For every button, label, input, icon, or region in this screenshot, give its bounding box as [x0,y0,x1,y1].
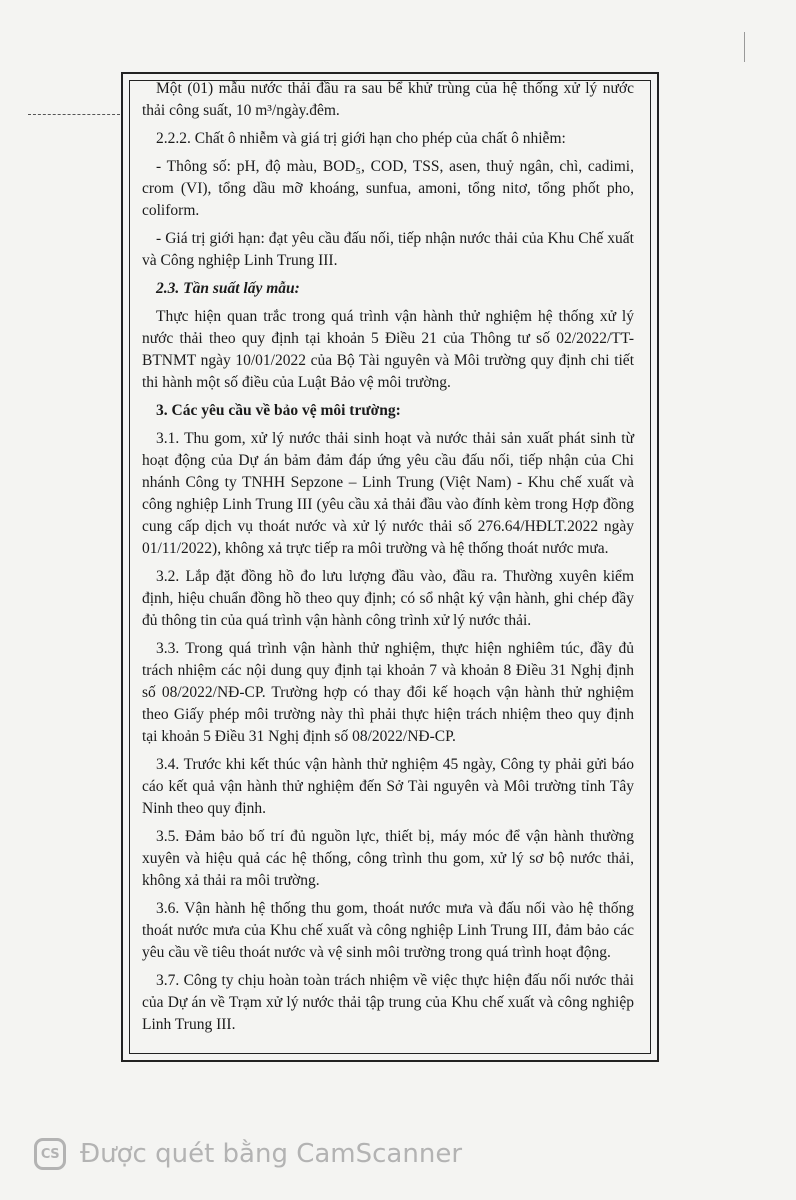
paragraph-3-3: 3.3. Trong quá trình vận hành thử nghiệm, thực hiện nghiêm túc, đầy đủ trách nhiệm các nội dung quy định tại khoản 7 và khoản 8 Điều 31 Nghị định số 08/2022/NĐ-CP. Trường hợp có thay đổi kế hoạch vận hành thử nghiệm theo Giấy phép môi trường này thì phải thực hiện trách nhiệm theo quy định tại khoản 5 Điều 31 Nghị định số 08/2022/NĐ-CP. [142,640,634,745]
heading-2-3: 2.3. Tần suất lấy mẫu: [156,280,300,297]
camscanner-watermark [34,1138,462,1170]
camscanner-logo-icon: CS [34,1138,66,1170]
paragraph-2-2-2-heading: 2.2.2. Chất ô nhiễm và giá trị giới hạn cho phép của chất ô nhiễm: [156,130,566,147]
heading-3: 3. Các yêu cầu về bảo vệ môi trường: [156,402,401,419]
watermark-text: Được quét bằng CamScanner [80,1139,463,1169]
paragraph-3-5: 3.5. Đảm bảo bố trí đủ nguồn lực, thiết bị, máy móc để vận hành thường xuyên và hiệu quả các hệ thống, công trình thu gom, xử lý sơ bộ nước thải, không xả thải ra môi trường. [142,828,634,889]
document-body [142,78,634,1042]
paragraph-3-2: 3.2. Lắp đặt đồng hồ đo lưu lượng đầu vào, đầu ra. Thường xuyên kiểm định, hiệu chuẩn đồng hồ theo quy định; có sổ nhật ký vận hành, ghi chép đầy đủ thông tin của quá trình vận hành công trình xử lý nước thải. [142,568,634,629]
page-edge-mark [744,32,753,62]
paragraph-sample-description: Một (01) mẫu nước thải đầu ra sau bể khử trùng của hệ thống xử lý nước thải công suất, 10 m³/ngày.đêm. [142,80,634,119]
margin-dash-line [28,114,120,115]
paragraph-3-6: 3.6. Vận hành hệ thống thu gom, thoát nước mưa và đấu nối vào hệ thống thoát nước mưa của Khu chế xuất và công nghiệp Linh Trung III, đảm bảo các yêu cầu về tiêu thoát nước và vệ sinh môi trường trong quá trình hoạt động. [142,900,634,961]
paragraph-monitoring: Thực hiện quan trắc trong quá trình vận hành thử nghiệm hệ thống xử lý nước thải theo quy định tại khoản 5 Điều 21 của Thông tư số 02/2022/TT-BTNMT ngày 10/01/2022 của Bộ Tài nguyên và Môi trường quy định chi tiết thi hành một số điều của Luật Bảo vệ môi trường. [142,308,634,391]
paragraph-limit-values: - Giá trị giới hạn: đạt yêu cầu đấu nối, tiếp nhận nước thải của Khu Chế xuất và Công nghiệp Linh Trung III. [142,230,634,269]
paragraph-3-1: 3.1. Thu gom, xử lý nước thải sinh hoạt và nước thải sản xuất phát sinh từ hoạt động của Dự án bảm đảm đáp ứng yêu cầu đấu nối, tiếp nhận của Chi nhánh Công ty TNHH Sepzone – Linh Trung (Việt Nam) - Khu chế xuất và công nghiệp Linh Trung III (yêu cầu xả thải đầu vào đính kèm trong Hợp đồng cung cấp dịch vụ thoát nước và xử lý nước thải số 276.64/HĐLT.2022 ngày 01/11/2022), không xả trực tiếp ra môi trường và hệ thống thoát nước mưa. [142,430,634,557]
paragraph-3-7: 3.7. Công ty chịu hoàn toàn trách nhiệm về việc thực hiện đấu nối nước thải của Dự án về Trạm xử lý nước thải tập trung của Khu chế xuất và công nghiệp Linh Trung III. [142,972,634,1033]
paragraph-parameters: - Thông số: pH, độ màu, BOD₅, COD, TSS, asen, thuỷ ngân, chì, cadimi, crom (VI), tổng dầu mỡ khoáng, sunfua, amoni, tổng nitơ, tổng phốt pho, coliform. [142,158,634,219]
paragraph-3-4: 3.4. Trước khi kết thúc vận hành thử nghiệm 45 ngày, Công ty phải gửi báo cáo kết quả vận hành thử nghiệm đến Sở Tài nguyên và Môi trường tỉnh Tây Ninh theo quy định. [142,756,634,817]
